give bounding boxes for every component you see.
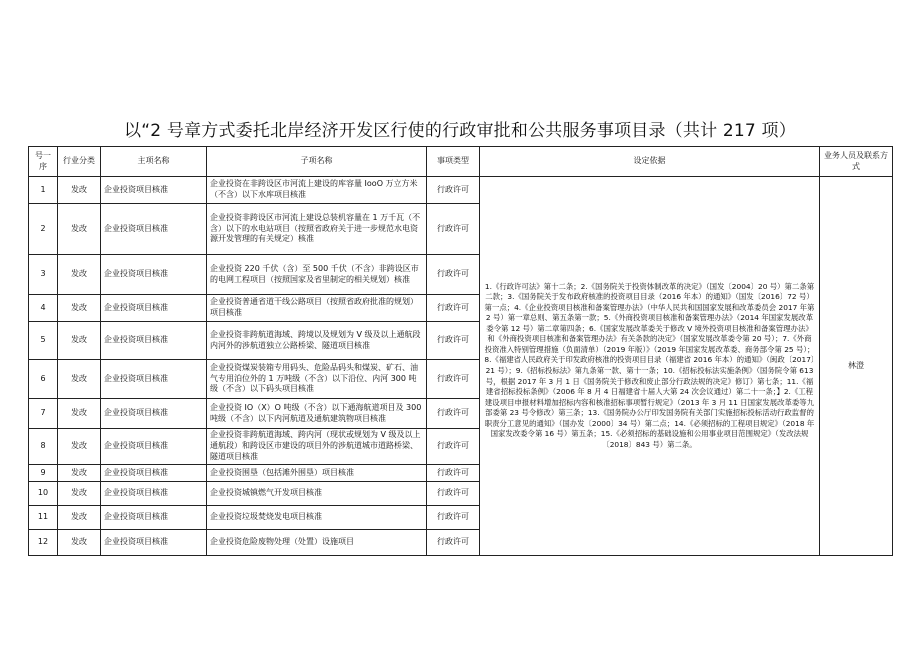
- row-sub-item: 企业投资 220 千伏（含）至 500 千伏（不含）非跨设区市的电网工程项目（按照国家及省里制定的相关规划）核准: [207, 255, 427, 295]
- row-type: 行政许可: [427, 429, 480, 465]
- header-no-text2: 序: [39, 161, 47, 171]
- row-no: 3: [29, 255, 58, 295]
- row-main-item: 企业投资项目核准: [101, 506, 207, 530]
- row-sub-item: 企业投资普通省道干线公路项目（按照省政府批准的规划）项目核准: [207, 295, 427, 322]
- row-main-item: 企业投资项目核准: [101, 255, 207, 295]
- row-no: 4: [29, 295, 58, 322]
- row-sub-item: 企业投资非跨航道海域、跨境以及规划为 V 级及以上通航段内河外的涉航道独立公路桥梁、隧道项目核准: [207, 322, 427, 360]
- row-main-item: 企业投资项目核准: [101, 322, 207, 360]
- header-industry: 行业分类: [58, 147, 101, 177]
- header-row: [29, 147, 893, 177]
- row-main-item: 企业投资项目核准: [101, 295, 207, 322]
- row-type: 行政许可: [427, 322, 480, 360]
- row-sub-item: 企业投资围垦（包括滩外围垦）项目核准: [207, 465, 427, 482]
- basis-cell: 1.《行政许可法》第十二条；2.《国务院关于投资体制改革的决定》（国发〔2004〕20 号）第二条第二款；3.《国务院关于发布政府核准的投资项目目录（2016 年本）的通知》（国发〔2016〕72 号）第一点；4.《企业投资项目核准和备案管理办法》（中华人民共和国国家发展和改革委员会 2017 年第 2 号）第一章总则、第五条第一款；5.《外商投资项目核准和备案管理办法》（2014 年国家发展改革委令第 12 号）第二章第四条；6.《国家发展改革委关于修改 V 境外投资项目核准和备案管理办法》和《外商投资项目核准和备案管理办法》有关条款的决定》（国家发展改革委令第 20 号）；7.《外商投资准入特别管理措施（负面清单）（2019 年版）》（2019 年国家发展改革委、商务部令第 25 号）；8.《福建省人民政府关于印发政府核准的投资项目目录（福建省 2016 年本）的通知》（闽政〔2017〕21 号）；9.《招标投标法》第九条第一款、第十一条；10.《招标投标法实施条例》（国务院令第 613 号，根据 2017 年 3 月 1 日《国务院关于修改和废止部分行政法规的决定》修订）第七条；11.《福建省招标投标条例》（2006 年 8 月 4 日福建省十届人大第 24 次会议通过）第二十一条；】2.《工程建设项目申报材料增加招标内容和核准招标事项暂行规定》（2013 年 3 月 11 日国家发展改革委等九部委第 23 号令修改）第三条；13.《国务院办公厅印发国务院有关部门实施招标投标活动行政监督的职责分工意见的通知》（国办发〔2000〕34 号）第二点；14.《必须招标的工程项目规定》（2018 年国家发改委令第 16 号）第五条；15.《必须招标的基础设施和公用事业项目范围规定》（发改法规〔2018〕843 号）第二条。: [480, 177, 820, 556]
- row-no: 1: [29, 177, 58, 204]
- row-no: 6: [29, 360, 58, 399]
- row-sub-item: 企业投资在非跨设区市河流上建设的库容量 IooO 万立方米（不含）以下水库项目核准: [207, 177, 427, 204]
- header-basis: 设定依据: [480, 147, 820, 177]
- row-industry: 发改: [58, 530, 101, 556]
- row-type: 行政许可: [427, 530, 480, 556]
- row-sub-item: 企业投资煤炭装箱专用码头、危险品码头和煤炭、矿石、油气专用泊位外的 1 万吨级（不含）以下沿位、内河 300 吨级（不含）以下码头项目核准: [207, 360, 427, 399]
- row-no: 10: [29, 482, 58, 506]
- row-industry: 发改: [58, 482, 101, 506]
- row-main-item: 企业投资项目核准: [101, 399, 207, 429]
- row-main-item: 企业投资项目核准: [101, 465, 207, 482]
- row-sub-item: 企业投资非跨航道海域、跨内河（现状或规划为 V 级及以上通航段）和跨设区市建设的项目外的涉航道城市道路桥梁、隧道项目核准: [207, 429, 427, 465]
- table-row: [29, 177, 893, 204]
- row-no: 9: [29, 465, 58, 482]
- contact-cell: 林澄: [820, 177, 893, 556]
- row-no: 5: [29, 322, 58, 360]
- header-contact: 业务人员及联系方式: [820, 147, 893, 177]
- row-sub-item: 企业投资城镇燃气开发项目核准: [207, 482, 427, 506]
- row-no: 11: [29, 506, 58, 530]
- row-main-item: 企业投资项目核准: [101, 204, 207, 255]
- row-industry: 发改: [58, 506, 101, 530]
- row-type: 行政许可: [427, 482, 480, 506]
- header-sub-item: 子项名称: [207, 147, 427, 177]
- row-industry: 发改: [58, 295, 101, 322]
- header-no: [29, 147, 58, 177]
- row-industry: 发改: [58, 177, 101, 204]
- row-type: 行政许可: [427, 295, 480, 322]
- row-main-item: 企业投资项目核准: [101, 429, 207, 465]
- row-type: 行政许可: [427, 177, 480, 204]
- row-sub-item: 企业投资危险废物处理（处置）设施项目: [207, 530, 427, 556]
- row-no: 12: [29, 530, 58, 556]
- row-sub-item: 企业投资 IO（X）O 吨级（不含）以下通海航道项目及 300 吨级（不含）以下内河航道及通航建筑物项目核准: [207, 399, 427, 429]
- row-industry: 发改: [58, 465, 101, 482]
- row-industry: 发改: [58, 322, 101, 360]
- row-type: 行政许可: [427, 399, 480, 429]
- row-type: 行政许可: [427, 506, 480, 530]
- header-type: 事项类型: [427, 147, 480, 177]
- row-no: 7: [29, 399, 58, 429]
- row-sub-item: 企业投资非跨设区市河流上建设总装机容量在 1 万千瓦（不含）以下的水电站项目（按照省政府关于进一步规范水电资源开发管理的有关规定）核准: [207, 204, 427, 255]
- row-type: 行政许可: [427, 204, 480, 255]
- row-sub-item: 企业投资垃圾焚烧发电项目核准: [207, 506, 427, 530]
- row-main-item: 企业投资项目核准: [101, 177, 207, 204]
- row-industry: 发改: [58, 429, 101, 465]
- row-no: 8: [29, 429, 58, 465]
- row-main-item: 企业投资项目核准: [101, 530, 207, 556]
- header-main-item: 主项名称: [101, 147, 207, 177]
- row-type: 行政许可: [427, 360, 480, 399]
- row-type: 行政许可: [427, 255, 480, 295]
- page-title: 以“2 号章方式委托北岸经济开发区行使的行政审批和公共服务事项目录（共计 217 项）: [124, 121, 796, 141]
- items-table: [28, 146, 893, 556]
- row-type: 行政许可: [427, 465, 480, 482]
- row-industry: 发改: [58, 204, 101, 255]
- header-no-text: 号一: [35, 150, 51, 160]
- row-industry: 发改: [58, 255, 101, 295]
- row-industry: 发改: [58, 399, 101, 429]
- row-industry: 发改: [58, 360, 101, 399]
- row-main-item: 企业投资项目核准: [101, 482, 207, 506]
- row-main-item: 企业投资项目核准: [101, 360, 207, 399]
- row-no: 2: [29, 204, 58, 255]
